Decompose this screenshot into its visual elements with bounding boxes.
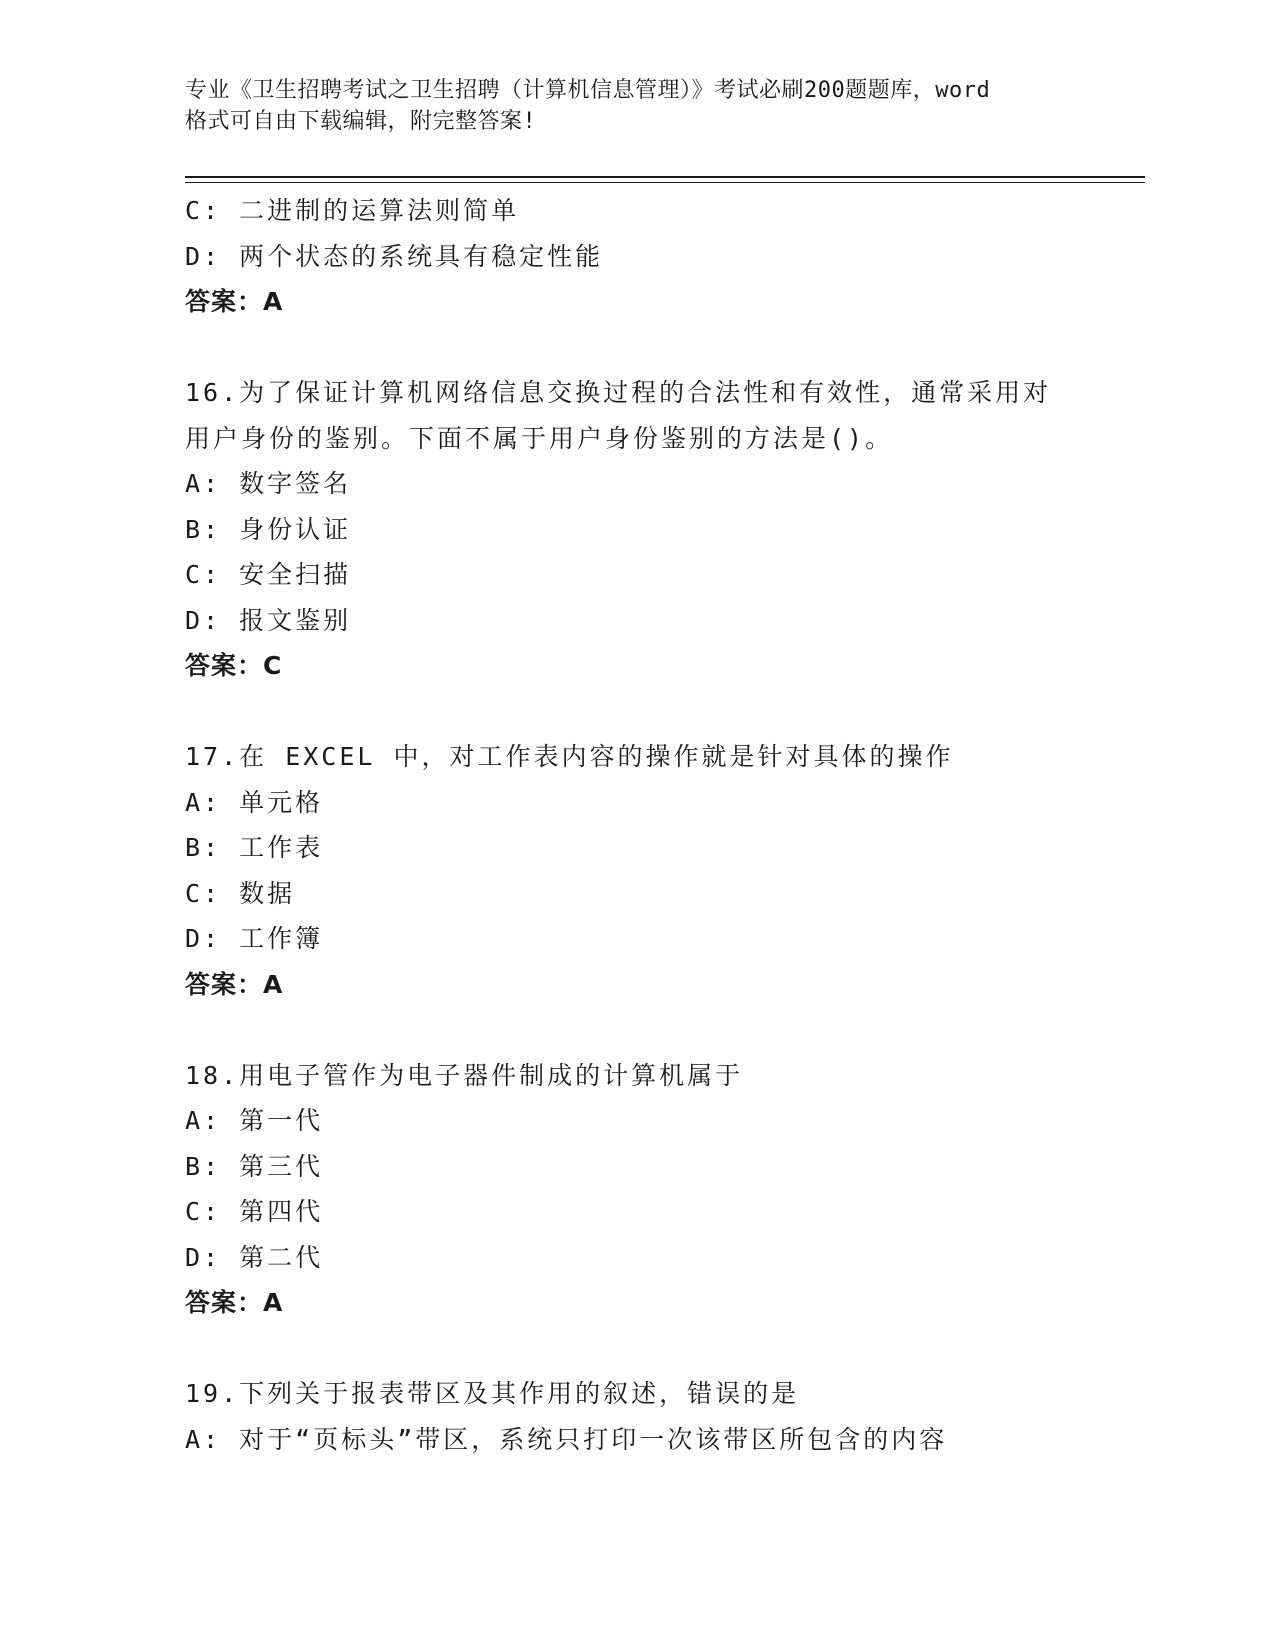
option-a: A: 单元格: [185, 787, 324, 817]
question-stem: 19.下列关于报表带区及其作用的叙述，错误的是: [185, 1379, 800, 1408]
question-stem: 18.用电子管作为电子器件制成的计算机属于: [185, 1060, 744, 1090]
question-stem: 16.为了保证计算机网络信息交换过程的合法性和有效性，通常采用对: [185, 378, 1052, 407]
question-stem-continued: 用户身份的鉴别。下面不属于用户身份鉴别的方法是()。: [185, 423, 894, 453]
question-stem: 17.在 EXCEL 中，对工作表内容的操作就是针对具体的操作: [185, 742, 954, 771]
option-c: C: 第四代: [185, 1197, 324, 1226]
option-d: D: 两个状态的系统具有稳定性能: [185, 241, 604, 271]
option-c: C: 安全扫描: [185, 560, 352, 589]
option-d: D: 工作簿: [185, 924, 324, 953]
header-line-2: 格式可自由下载编辑，附完整答案!: [185, 109, 537, 134]
header-divider-thick: [185, 176, 1145, 178]
document-header: [185, 75, 1085, 137]
answer: 答案：A: [185, 287, 284, 316]
header-line-1: 专业《卫生招聘考试之卫生招聘（计算机信息管理）》考试必刷200题题库，word: [185, 78, 991, 103]
question-17: [185, 734, 1145, 1007]
question-15-tail: [185, 188, 1145, 325]
spacer: [185, 325, 1145, 371]
option-a: A: 对于“页标头”带区，系统只打印一次该带区所包含的内容: [185, 1424, 948, 1454]
spacer: [185, 689, 1145, 735]
answer: 答案：C: [185, 651, 283, 680]
option-d: D: 第二代: [185, 1242, 324, 1272]
option-a: A: 数字签名: [185, 469, 352, 498]
option-c: C: 数据: [185, 878, 296, 908]
spacer: [185, 1326, 1145, 1372]
option-c: C: 二进制的运算法则简单: [185, 196, 520, 225]
answer: 答案：A: [185, 969, 284, 999]
answer: 答案：A: [185, 1288, 284, 1317]
spacer: [185, 1007, 1145, 1053]
question-list: [185, 188, 1145, 1462]
option-a: A: 第一代: [185, 1106, 324, 1135]
option-b: B: 身份认证: [185, 514, 352, 544]
question-19: [185, 1371, 1145, 1462]
header-divider-thin: [185, 182, 1145, 183]
option-b: B: 第三代: [185, 1151, 324, 1181]
option-b: B: 工作表: [185, 833, 324, 862]
question-16: [185, 370, 1145, 689]
option-d: D: 报文鉴别: [185, 605, 352, 635]
question-18: [185, 1053, 1145, 1326]
